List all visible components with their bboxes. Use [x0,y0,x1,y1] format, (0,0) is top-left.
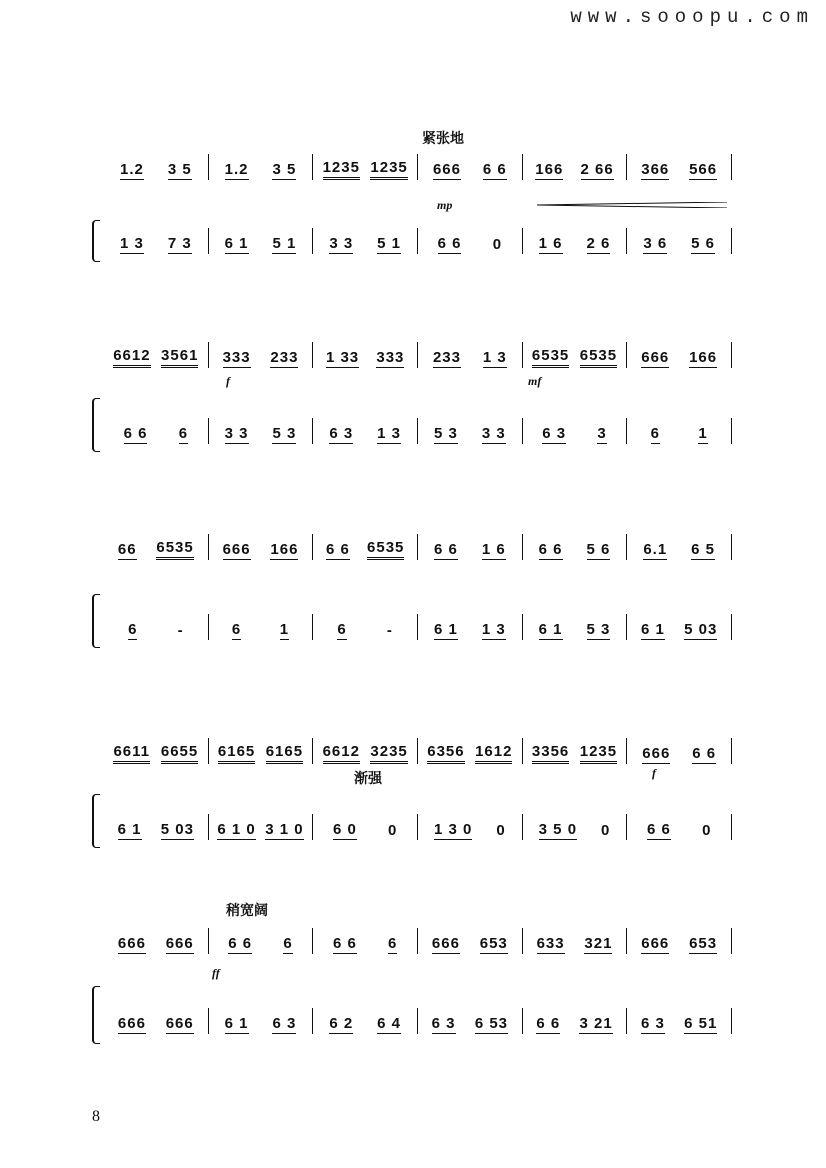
measure [523,738,628,764]
note-group: 6 5 [691,541,716,558]
measure [104,418,209,444]
note-group: 653 [479,935,508,952]
measure [523,614,628,640]
note-group: 5 6 [586,541,611,558]
measure [627,814,732,840]
note-group: 6 3 [431,1015,456,1032]
note-group: 1 [279,621,290,638]
note-group: 6535 [580,347,617,368]
note-group: 6 [283,935,293,952]
note-group: 1.2 [119,161,144,178]
note-group: 6 [650,425,660,442]
measure [104,534,209,560]
measure [313,738,418,764]
note-group: 6 6 [482,161,507,178]
note-group: 6 3 [329,425,354,442]
measure [209,228,314,254]
note-group: 3 5 [167,161,192,178]
note-group: 666 [222,541,251,558]
note-group: 3 1 0 [265,821,304,838]
note-group: 6 1 [224,235,249,252]
dynamic-f: f [226,374,230,388]
note-group: 6535 [532,347,569,368]
note-group: 6612 [323,743,360,764]
note-group: 3 21 [579,1015,613,1032]
note-group: 1 3 [482,349,507,366]
note-group: 666 [431,935,460,952]
measure [418,928,523,954]
measure [627,154,732,180]
brace [92,794,100,848]
measure [104,154,209,180]
note-group: 666 [641,935,670,952]
note-group: 5 3 [272,425,297,442]
note-group: 5 1 [377,235,402,252]
tempo-marking: 稍宽阔 [226,904,268,919]
note-group: 66 [117,541,137,558]
note-group: 6 6 [325,541,350,558]
note-group: 233 [432,349,461,366]
note-group: 1 6 [538,235,563,252]
note-group: 6 6 [538,541,563,558]
measure [209,154,314,180]
note-group: 666 [165,935,194,952]
lower-staff [104,418,732,444]
dynamic-mf: mf [528,374,542,388]
note-group: 1 33 [325,349,360,366]
dynamic-ff: ff [212,966,220,980]
note-group: 166 [689,349,718,366]
note-group: 6 [337,621,347,638]
measure [104,342,209,368]
note-group: 5 3 [434,425,458,442]
measure [523,228,628,254]
measure [209,928,314,954]
lower-staff [104,228,732,254]
note-group: 1235 [580,743,617,764]
upper-staff [104,342,732,368]
note-group: 6 [388,935,398,952]
measure [209,534,314,560]
note-group: 3356 [532,743,569,764]
measure [418,534,523,560]
note-group: 6 6 [332,935,357,952]
note-group: 666 [432,161,461,178]
measure [418,342,523,368]
note-group: 3561 [161,347,198,368]
note-group: 5 3 [586,621,611,638]
note-group: 6 4 [377,1015,402,1032]
note-group: 0 [492,236,503,253]
measure [418,418,523,444]
measure [313,228,418,254]
dynamic-f: f [652,766,656,780]
page-number: 8 [92,1108,100,1125]
measure [209,738,314,764]
measure [523,814,628,840]
note-group: 666 [641,349,670,366]
measure [313,154,418,180]
note-group: 1 [698,425,708,442]
tempo-marking: 紧张地 [422,132,464,147]
note-group: 0 [496,822,506,839]
note-group: 7 3 [167,235,192,252]
measure [209,614,314,640]
note-group: 233 [270,349,299,366]
note-group: 0 [601,822,611,839]
note-group: 6165 [218,743,255,764]
measure [104,928,209,954]
measure [627,614,732,640]
note-group: 6 6 [692,745,717,762]
note-group: 6 53 [474,1015,509,1032]
note-group: 166 [270,541,299,558]
note-group: 6535 [367,539,404,560]
note-group: 2 66 [580,161,614,178]
note-group: 1612 [475,743,512,764]
note-group: 166 [535,161,564,178]
note-group: 666 [642,745,671,762]
note-group: 3 3 [329,235,354,252]
note-group: 3 [597,425,607,442]
measure [209,342,314,368]
note-group: 6 1 0 [217,821,256,838]
note-group: 3 5 [272,161,297,178]
measure [523,1008,628,1034]
measure [627,738,732,764]
note-group: 6 3 [542,425,567,442]
measure [627,534,732,560]
measure [627,1008,732,1034]
measure [313,814,418,840]
note-group: 6 0 [332,821,357,838]
note-group: 5 03 [160,821,194,838]
measure [313,418,418,444]
measure [104,738,209,764]
brace [92,594,100,648]
note-group: 566 [689,161,718,178]
measure [418,814,523,840]
measure [523,418,628,444]
measure [104,814,209,840]
note-group: 0 [388,822,398,839]
upper-staff [104,534,732,560]
note-group: 6.1 [643,541,668,558]
note-group: 6 1 [434,621,458,638]
watermark: www.sooopu.com [570,6,814,28]
note-group: 3 3 [481,425,506,442]
note-group: 1 3 [377,425,402,442]
note-group: 1.2 [224,161,249,178]
brace [92,986,100,1044]
measure [313,342,418,368]
measure [418,228,523,254]
measure [313,928,418,954]
note-group: 6 1 [641,621,665,638]
note-group: 5 1 [272,235,297,252]
measure [627,342,732,368]
note-group: 6 1 [224,1015,249,1032]
measure [209,418,314,444]
measure [627,418,732,444]
note-group: 6 6 [123,425,148,442]
note-group: 1235 [370,159,407,180]
expression-jianqiang: 渐强 [354,772,382,787]
note-group: 6 3 [641,1015,665,1032]
upper-staff [104,928,732,954]
measure [523,342,628,368]
note-group: 366 [641,161,670,178]
lower-staff [104,614,732,640]
measure [313,614,418,640]
note-group: 0 [702,822,712,839]
note-group: 6 3 [272,1015,297,1032]
note-group: 666 [117,935,146,952]
note-group: 6 [231,621,242,638]
note-group: - [177,622,184,639]
note-group: 6 2 [329,1015,354,1032]
note-group: 3235 [370,743,407,764]
measure [418,738,523,764]
measure [104,614,209,640]
note-group: 6 6 [434,541,458,558]
note-group: 6535 [156,539,193,560]
measure [313,1008,418,1034]
measure [418,614,523,640]
note-group: 5 03 [684,621,718,638]
note-group: 5 6 [691,235,716,252]
measure [418,1008,523,1034]
note-group: 1 3 [119,235,144,252]
measure [209,1008,314,1034]
note-group: 1 6 [481,541,506,558]
measure [104,1008,209,1034]
note-group: 6 6 [646,821,671,838]
measure [523,928,628,954]
brace [92,220,100,262]
note-group: 6165 [266,743,303,764]
note-group: 666 [165,1015,194,1032]
note-group: 633 [536,935,565,952]
note-group: 6356 [427,743,464,764]
lower-staff [104,814,732,840]
measure [627,928,732,954]
note-group: 2 6 [586,235,611,252]
measure [523,534,628,560]
note-group: 6 6 [437,235,462,252]
upper-staff [104,738,732,764]
note-group: 3 5 0 [538,821,578,838]
note-group: 6655 [161,743,198,764]
upper-staff [104,154,732,180]
note-group: 6612 [113,347,150,368]
note-group: 1 3 [481,621,506,638]
note-group: 3 3 [224,425,249,442]
measure [627,228,732,254]
note-group: 3 6 [643,235,668,252]
measure [523,154,628,180]
dynamic-mp: mp [437,198,453,212]
note-group: 333 [222,349,251,366]
note-group: 6 1 [117,821,142,838]
note-group: 333 [376,349,405,366]
note-group: 1235 [323,159,360,180]
note-group: 321 [584,935,613,952]
lower-staff [104,1008,732,1034]
note-group: 6 [178,425,189,442]
brace [92,398,100,452]
measure [313,534,418,560]
note-group: 653 [689,935,718,952]
crescendo-hairpin [537,202,727,208]
note-group: 6 6 [228,935,253,952]
note-group: 6 1 [538,621,563,638]
note-group: - [386,622,393,639]
measure [418,154,523,180]
note-group: 1 3 0 [434,821,473,838]
note-group: 6611 [113,743,150,764]
note-group: 666 [117,1015,146,1032]
note-group: 6 6 [536,1015,561,1032]
measure [104,228,209,254]
note-group: 6 [128,621,138,638]
note-group: 6 51 [684,1015,718,1032]
measure [209,814,314,840]
